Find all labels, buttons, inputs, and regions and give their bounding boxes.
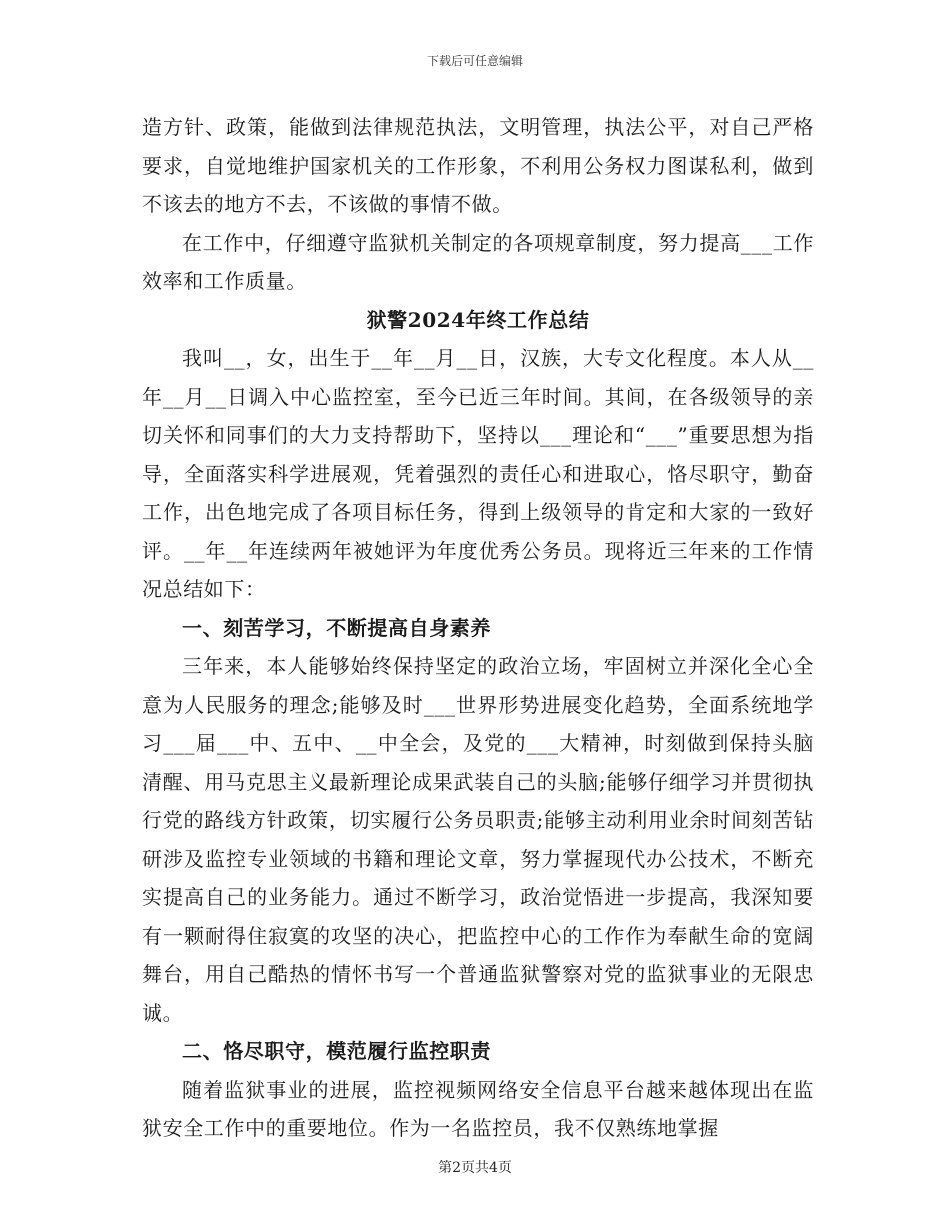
section-heading-study: 一、刻苦学习，不断提高自身素养 xyxy=(182,615,491,640)
section-heading-duty: 二、恪尽职守，模范履行监控职责 xyxy=(182,1039,491,1063)
paragraph-study: 三年来，本人能够始终保持坚定的政治立场，牢固树立并深化全心全意为人民服务的理念;能够及时___世界形势进展变化趋势，全面系统地学习___届___中、五中、__中全会，及党的___大精神，时刻做到保持头脑清醒、用马克思主义最新理论成果武装自己的头脑;能够仔细学习并贯彻执行党的路线方针政策，切实履行公务员职责;能够主动利用业余时间刻苦钻研涉及监控专业领域的书籍和理论文章，努力掌握现代办公技术，不断充实提高自己的业务能力。通过不断学习，政治觉悟进一步提高，我深知要有一颗耐得住寂寞的攻坚的决心，把监控中心的工作作为奉献生命的宽阔舞台，用自己酷热的情怀书写一个普通监狱警察对党的监狱事业的无限忠诚。 xyxy=(142,654,814,1025)
paragraph-work-efficiency: 在工作中，仔细遵守监狱机关制定的各项规章制度，努力提高___工作效率和工作质量。 xyxy=(142,230,814,293)
paragraph-duty: 随着监狱事业的进展，监控视频网络安全信息平台越来越体现出在监狱安全工作中的重要地位。作为一名监控员，我不仅熟练地掌握 xyxy=(142,1077,814,1140)
page-header: 下载后可任意编辑 xyxy=(426,54,523,68)
paragraph-introduction: 我叫__，女，出生于__年__月__日，汉族，大专文化程度。本人从__年__月__日调入中心监控室，至今已近三年时间。其间，在各级领导的亲切关怀和同事们的大力支持帮助下，坚持以___理论和“___”重要思想为指导，全面落实科学进展观，凭着强烈的责任心和进取心，恪尽职守，勤奋工作，出色地完成了各项目标任务，得到上级领导的肯定和大家的一致好评。__年__年连续两年被她评为年度优秀公务员。现将近三年来的工作情况总结如下： xyxy=(142,346,814,601)
page-number: 第2页共4页 xyxy=(438,1160,512,1176)
document-title: 狱警2024年终工作总结 xyxy=(366,307,590,332)
document-body xyxy=(142,108,814,1148)
paragraph-continued: 造方针、政策，能做到法律规范执法，文明管理，执法公平，对自己严格要求，自觉地维护国家机关的工作形象，不利用公务权力图谋私利，做到不该去的地方不去，不该做的事情不做。 xyxy=(142,115,814,216)
